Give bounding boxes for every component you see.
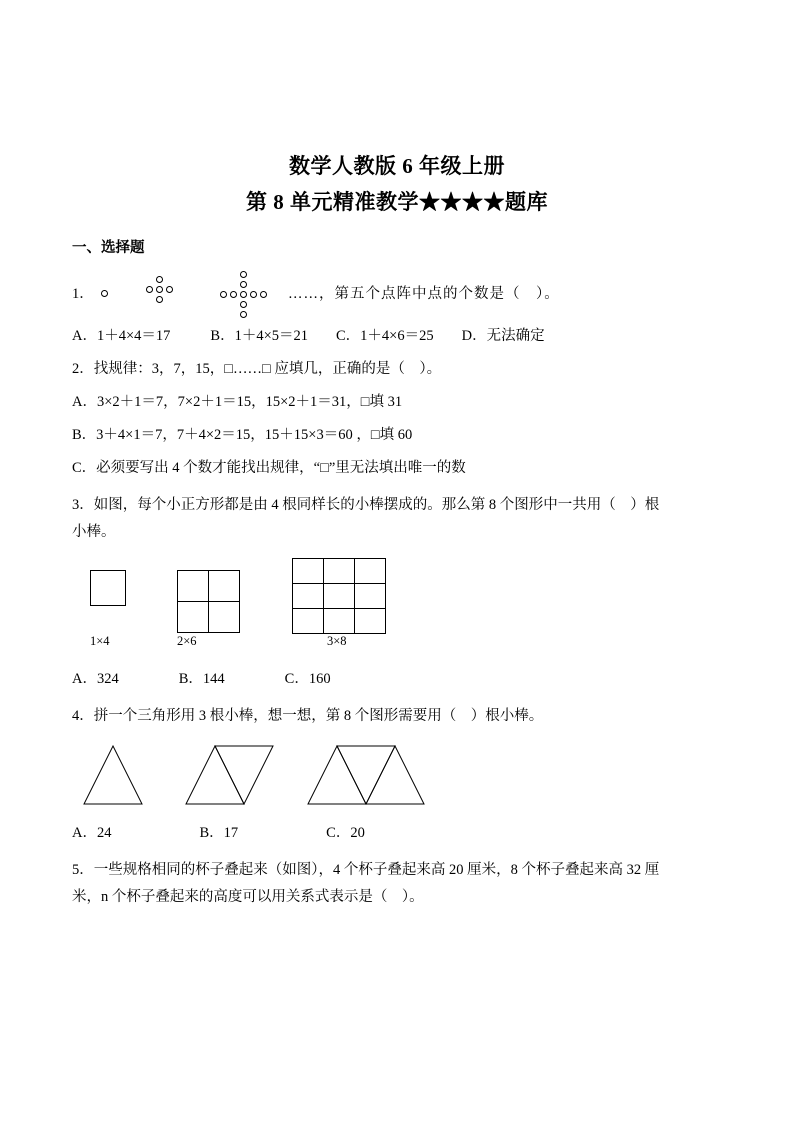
question-1-options xyxy=(72,323,722,350)
page-title xyxy=(72,0,722,220)
question-2-option-b[interactable]: B．3＋4×1＝7，7＋4×2＝15，15＋15×3＝60 ，□填 60 xyxy=(72,427,413,443)
option-3-c[interactable]: C．160 xyxy=(284,671,331,687)
question-3-options xyxy=(72,666,722,693)
triangle-figure-2 xyxy=(182,742,282,810)
question-3-text-cont: 小棒。 xyxy=(72,524,116,540)
question-2-option-a[interactable]: A．3×2＋1＝7，7×2＋1＝15，15×2＋1＝31，□填 31 xyxy=(72,394,403,410)
question-4-number: 4． xyxy=(72,708,94,724)
triangle-figure-3 xyxy=(304,742,434,810)
question-3 xyxy=(72,492,722,519)
option-1-c[interactable]: C．1＋4×6＝25 xyxy=(336,328,434,344)
question-5-text-cont: 米，n 个杯子叠起来的高度可以用关系式表示是（ ）。 xyxy=(72,889,424,905)
figure-caption-1: 1×4 xyxy=(90,634,110,648)
dot-pattern-2 xyxy=(138,271,182,317)
figure-caption-3: 3×8 xyxy=(327,634,347,648)
title-line-2: 第 8 单元精准教学★★★★题库 xyxy=(246,190,548,214)
square-figure-1 xyxy=(90,570,126,606)
figure-caption-2: 2×6 xyxy=(177,634,197,648)
square-figure-2 xyxy=(177,570,240,633)
option-1-d[interactable]: D．无法确定 xyxy=(461,328,545,344)
question-1-number: 1． xyxy=(72,285,94,302)
question-4 xyxy=(72,703,722,730)
option-4-a[interactable]: A．24 xyxy=(72,825,112,841)
section-heading: 一、选择题 xyxy=(72,240,145,256)
question-4-options xyxy=(72,820,722,847)
option-1-b[interactable]: B．1＋4×5＝21 xyxy=(210,328,309,344)
question-1-text: ……，第五个点阵中点的个数是（ ）。 xyxy=(288,285,560,302)
option-3-a[interactable]: A．324 xyxy=(72,671,119,687)
triangle-figure-1 xyxy=(80,742,150,810)
option-1-a[interactable]: A．1＋4×4＝17 xyxy=(72,328,171,344)
question-2 xyxy=(72,356,722,383)
square-figure-3 xyxy=(292,558,386,634)
question-5-text: 一些规格相同的杯子叠起来（如图），4 个杯子叠起来高 20 厘米，8 个杯子叠起来高 32 厘 xyxy=(93,862,660,878)
question-5-number: 5． xyxy=(72,862,94,878)
question-2-number: 2． xyxy=(72,361,94,377)
question-3-figures xyxy=(72,552,722,664)
question-5 xyxy=(72,857,722,884)
question-2-option-c[interactable]: C．必须要写出 4 个数才能找出规律，“□”里无法填出唯一的数 xyxy=(72,460,466,476)
title-line-1: 数学人教版 6 年级上册 xyxy=(289,154,505,178)
option-3-b[interactable]: B．144 xyxy=(178,671,225,687)
question-3-number: 3． xyxy=(72,497,94,513)
question-4-text: 拼一个三角形用 3 根小棒，想一想，第 8 个图形需要用（ ）根小棒。 xyxy=(93,708,544,724)
question-4-figures xyxy=(72,738,722,820)
question-3-text: 如图，每个小正方形都是由 4 根同样长的小棒摆成的。那么第 8 个图形中一共用（ ）根 xyxy=(93,497,660,513)
dot-pattern-1 xyxy=(94,271,116,317)
dot-pattern-3 xyxy=(208,271,278,317)
question-1 xyxy=(72,271,722,317)
question-2-text: 找规律：3，7，15，□……□ 应填几，正确的是（ ）。 xyxy=(93,361,442,377)
option-4-b[interactable]: B．17 xyxy=(199,825,239,841)
option-4-c[interactable]: C．20 xyxy=(326,825,365,841)
